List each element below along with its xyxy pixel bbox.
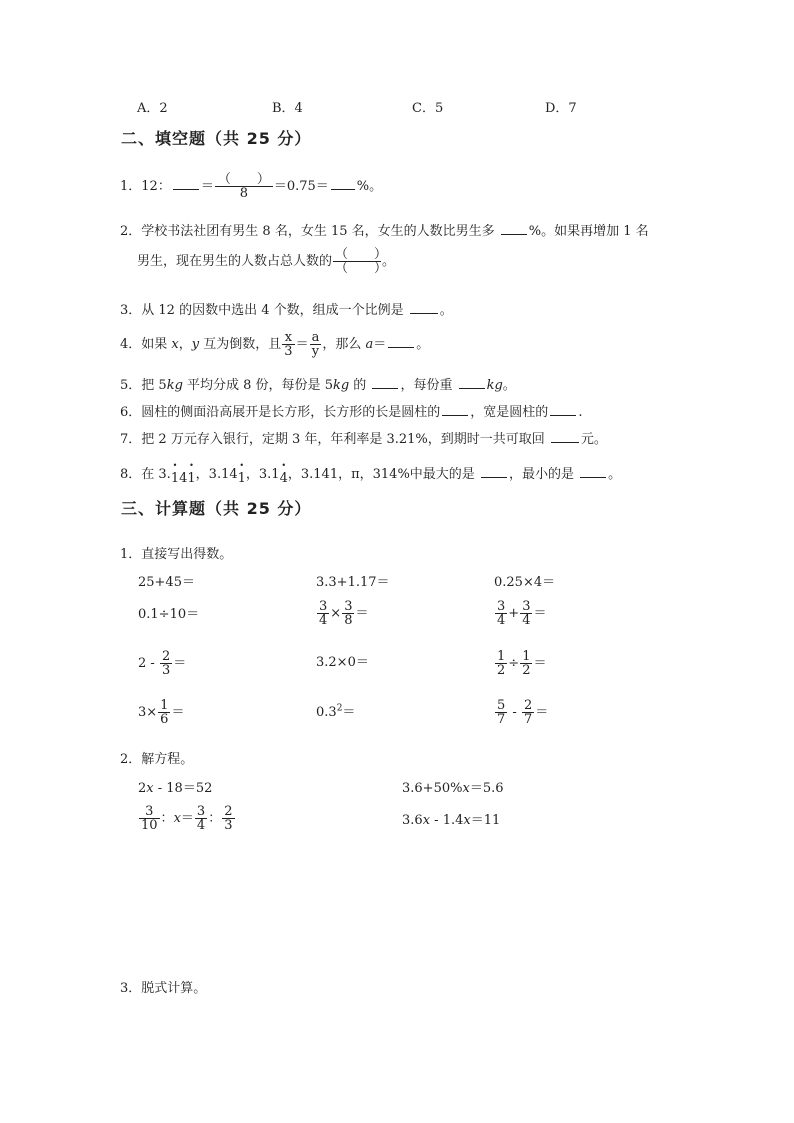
- fraction: $\frac{( )}{8}$: [215, 173, 273, 200]
- option-c: C．5: [412, 101, 444, 116]
- answer-blank[interactable]: [410, 302, 438, 314]
- equation: 2x - 18＝52: [138, 781, 213, 796]
- answer-blank[interactable]: [388, 336, 414, 348]
- answer-blank[interactable]: [550, 404, 576, 416]
- question-7: 7．把 2 万元存入银行，定期 3 年，年利率是 3.21%，到期时一共可取回 元。: [120, 432, 607, 447]
- repeating-digit: • 1: [238, 471, 246, 486]
- calc-item: 2 - $\frac{2}{3}$ ＝: [138, 649, 187, 678]
- question-2: 2．学校书法社团有男生 8 名，女生 15 名，女生的人数比男生多 %。如果再增加 1 名: [120, 224, 649, 239]
- option-d: D．7: [545, 101, 577, 116]
- calc-item: $\frac{3}{4}$ × $\frac{3}{8}$ ＝: [319, 599, 369, 628]
- answer-blank[interactable]: [481, 466, 507, 478]
- fraction: $\frac{( )}{( )}$: [335, 247, 388, 276]
- question-8: 8．在 3.• 14• 1，3.14• 1，3.1• 4，3.141，π，314%中最大的是 ，最小的是 。: [120, 463, 621, 486]
- calc-item: 3× $\frac{1}{6}$ ＝: [138, 698, 185, 727]
- equation: $\frac{3}{10}$ ：x＝ $\frac{3}{4}$ ： $\frac{2}{3}$: [141, 804, 233, 833]
- repeating-digit: • 4: [280, 471, 288, 486]
- answer-blank[interactable]: [459, 377, 485, 389]
- question-1: 1．12： ＝ $\frac{( )}{8}$ ＝0.75＝ %。: [120, 172, 383, 201]
- fraction: $\frac{x}{3}$: [284, 330, 293, 359]
- calc-item: $\frac{3}{4}$ + $\frac{3}{4}$ ＝: [497, 599, 547, 628]
- calc-item: $\frac{1}{2}$ ÷ $\frac{1}{2}$ ＝: [497, 649, 547, 678]
- option-b: B．4: [272, 101, 303, 116]
- calc-item: 0.25×4＝: [494, 575, 556, 590]
- repeating-digit: • 1: [171, 471, 179, 486]
- calc-item: 25+45＝: [138, 575, 195, 590]
- calc-item: $0.3^2=$: [316, 703, 356, 720]
- equation: 3.6+50%x＝5.6: [402, 781, 504, 796]
- question-4: 4．如果 x，y 互为倒数，且 $\frac{x}{3}$ ＝ $\frac{a}{y}$ ，那么 a＝ 。: [120, 330, 430, 359]
- calc-item: $\frac{5}{7}$ - $\frac{2}{7}$ ＝: [497, 698, 549, 727]
- answer-blank[interactable]: [580, 466, 606, 478]
- answer-blank[interactable]: [501, 223, 527, 235]
- calc-q2-title: 2．解方程。: [120, 752, 194, 767]
- equation: 3.6x - 1.4x＝11: [402, 813, 501, 828]
- answer-blank[interactable]: [551, 431, 579, 443]
- q-number: 1．: [120, 179, 142, 194]
- calc-q3-title: 3．脱式计算。: [120, 981, 207, 996]
- calc-item: 3.2×0＝: [316, 655, 369, 670]
- question-5: 5．把 5kg 平均分成 8 份，每份是 5kg 的 ，每份重 kg。: [120, 378, 516, 393]
- answer-blank[interactable]: [173, 178, 199, 190]
- answer-blank[interactable]: [372, 377, 398, 389]
- calc-q1-title: 1．直接写出得数。: [120, 547, 233, 562]
- calc-item: 3.3+1.17＝: [316, 575, 390, 590]
- section-title-calculation: 三、计算题（共 25 分）: [121, 499, 312, 518]
- fraction: $\frac{a}{y}$: [311, 330, 320, 359]
- calc-item: 0.1÷10＝: [138, 607, 200, 622]
- question-3: 3．从 12 的因数中选出 4 个数，组成一个比例是 。: [120, 303, 453, 318]
- answer-blank[interactable]: [331, 178, 355, 190]
- answer-blank[interactable]: [442, 404, 468, 416]
- option-a: A．2: [137, 101, 168, 116]
- section-title-fill-in: 二、填空题（共 25 分）: [121, 129, 312, 148]
- repeating-digit: • 1: [187, 471, 195, 486]
- question-2-cont: 男生，现在男生的人数占总人数的 $\frac{( )}{( )}$ 。: [137, 247, 396, 276]
- question-6: 6．圆柱的侧面沿高展开是长方形，长方形的长是圆柱的 ，宽是圆柱的 .: [120, 405, 583, 420]
